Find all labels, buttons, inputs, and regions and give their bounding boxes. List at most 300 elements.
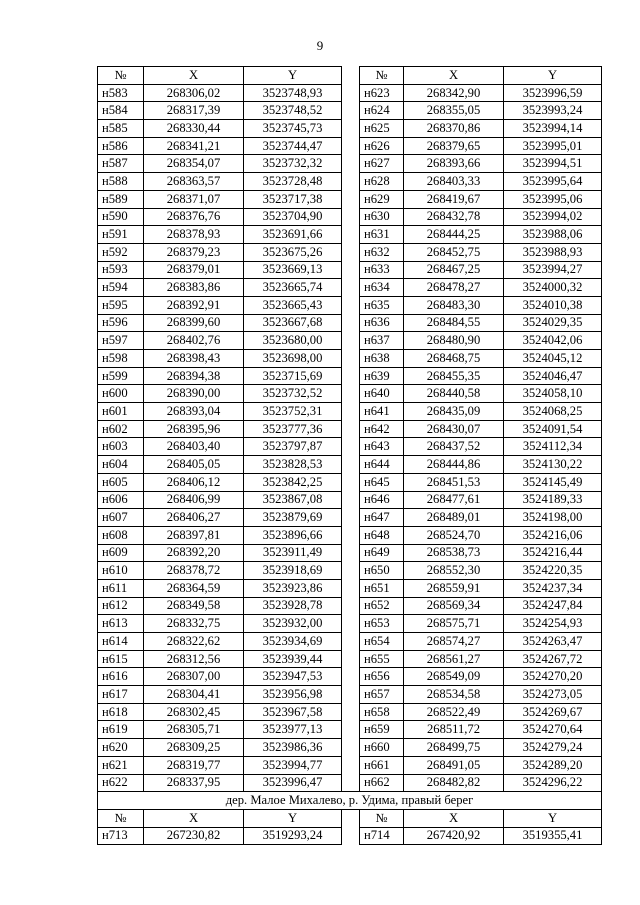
point-number: н655 bbox=[360, 650, 404, 668]
point-number: н616 bbox=[98, 668, 144, 686]
column-gap bbox=[342, 686, 360, 704]
column-gap bbox=[342, 226, 360, 244]
header-y: Y bbox=[244, 67, 342, 85]
y-coordinate: 3523675,26 bbox=[244, 243, 342, 261]
y-coordinate: 3519293,24 bbox=[244, 827, 342, 845]
point-number: н654 bbox=[360, 633, 404, 651]
header-no: № bbox=[98, 809, 144, 827]
point-number: н592 bbox=[98, 243, 144, 261]
table-row bbox=[98, 456, 602, 474]
y-coordinate: 3524216,06 bbox=[504, 526, 602, 544]
column-gap bbox=[342, 420, 360, 438]
y-coordinate: 3523797,87 bbox=[244, 438, 342, 456]
x-coordinate: 268402,76 bbox=[144, 332, 244, 350]
table-row bbox=[98, 526, 602, 544]
column-gap bbox=[342, 739, 360, 757]
x-coordinate: 268306,02 bbox=[144, 84, 244, 102]
y-coordinate: 3524289,20 bbox=[504, 756, 602, 774]
y-coordinate: 3523932,00 bbox=[244, 615, 342, 633]
x-coordinate: 268524,70 bbox=[404, 526, 504, 544]
header-x: X bbox=[144, 67, 244, 85]
x-coordinate: 268574,27 bbox=[404, 633, 504, 651]
y-coordinate: 3523939,44 bbox=[244, 650, 342, 668]
column-gap bbox=[342, 137, 360, 155]
point-number: н713 bbox=[98, 827, 144, 845]
column-gap bbox=[342, 314, 360, 332]
table-row bbox=[98, 208, 602, 226]
y-coordinate: 3523994,14 bbox=[504, 120, 602, 138]
point-number: н647 bbox=[360, 509, 404, 527]
x-coordinate: 268304,41 bbox=[144, 686, 244, 704]
y-coordinate: 3523680,00 bbox=[244, 332, 342, 350]
x-coordinate: 268307,00 bbox=[144, 668, 244, 686]
point-number: н640 bbox=[360, 385, 404, 403]
column-gap bbox=[342, 84, 360, 102]
column-gap bbox=[342, 721, 360, 739]
x-coordinate: 268394,38 bbox=[144, 367, 244, 385]
y-coordinate: 3524247,84 bbox=[504, 597, 602, 615]
x-coordinate: 268440,58 bbox=[404, 385, 504, 403]
header-x: X bbox=[144, 809, 244, 827]
point-number: н618 bbox=[98, 703, 144, 721]
header-y: Y bbox=[244, 809, 342, 827]
y-coordinate: 3524220,35 bbox=[504, 562, 602, 580]
table-row bbox=[98, 350, 602, 368]
point-number: н637 bbox=[360, 332, 404, 350]
x-coordinate: 268393,66 bbox=[404, 155, 504, 173]
header-x: X bbox=[404, 67, 504, 85]
x-coordinate: 268432,78 bbox=[404, 208, 504, 226]
table-row bbox=[98, 173, 602, 191]
y-coordinate: 3524273,05 bbox=[504, 686, 602, 704]
x-coordinate: 268561,27 bbox=[404, 650, 504, 668]
point-number: н662 bbox=[360, 774, 404, 792]
y-coordinate: 3524279,24 bbox=[504, 739, 602, 757]
x-coordinate: 268337,95 bbox=[144, 774, 244, 792]
x-coordinate: 268406,12 bbox=[144, 473, 244, 491]
table-row bbox=[98, 190, 602, 208]
y-coordinate: 3524010,38 bbox=[504, 296, 602, 314]
table-row bbox=[98, 420, 602, 438]
point-number: н642 bbox=[360, 420, 404, 438]
x-coordinate: 268451,53 bbox=[404, 473, 504, 491]
y-coordinate: 3523995,64 bbox=[504, 173, 602, 191]
point-number: н591 bbox=[98, 226, 144, 244]
column-gap bbox=[342, 615, 360, 633]
point-number: н615 bbox=[98, 650, 144, 668]
x-coordinate: 268363,57 bbox=[144, 173, 244, 191]
y-coordinate: 3524270,20 bbox=[504, 668, 602, 686]
y-coordinate: 3524029,35 bbox=[504, 314, 602, 332]
x-coordinate: 268511,72 bbox=[404, 721, 504, 739]
y-coordinate: 3523744,47 bbox=[244, 137, 342, 155]
x-coordinate: 268379,65 bbox=[404, 137, 504, 155]
column-gap bbox=[342, 261, 360, 279]
point-number: н627 bbox=[360, 155, 404, 173]
y-coordinate: 3524130,22 bbox=[504, 456, 602, 474]
y-coordinate: 3523994,27 bbox=[504, 261, 602, 279]
x-coordinate: 268370,86 bbox=[404, 120, 504, 138]
table-row bbox=[98, 226, 602, 244]
point-number: н645 bbox=[360, 473, 404, 491]
point-number: н596 bbox=[98, 314, 144, 332]
x-coordinate: 268309,25 bbox=[144, 739, 244, 757]
y-coordinate: 3524263,47 bbox=[504, 633, 602, 651]
y-coordinate: 3523777,36 bbox=[244, 420, 342, 438]
point-number: н595 bbox=[98, 296, 144, 314]
table-row bbox=[98, 703, 602, 721]
table-row bbox=[98, 403, 602, 421]
y-coordinate: 3523748,93 bbox=[244, 84, 342, 102]
y-coordinate: 3524296,22 bbox=[504, 774, 602, 792]
table-row bbox=[98, 774, 602, 792]
x-coordinate: 268399,60 bbox=[144, 314, 244, 332]
column-gap bbox=[342, 102, 360, 120]
point-number: н646 bbox=[360, 491, 404, 509]
table-row bbox=[98, 739, 602, 757]
y-coordinate: 3519355,41 bbox=[504, 827, 602, 845]
point-number: н644 bbox=[360, 456, 404, 474]
y-coordinate: 3524198,00 bbox=[504, 509, 602, 527]
x-coordinate: 268392,91 bbox=[144, 296, 244, 314]
table-row bbox=[98, 544, 602, 562]
x-coordinate: 268559,91 bbox=[404, 579, 504, 597]
x-coordinate: 268406,27 bbox=[144, 509, 244, 527]
header-x: X bbox=[404, 809, 504, 827]
x-coordinate: 268305,71 bbox=[144, 721, 244, 739]
y-coordinate: 3523967,58 bbox=[244, 703, 342, 721]
column-gap bbox=[342, 526, 360, 544]
y-coordinate: 3523715,69 bbox=[244, 367, 342, 385]
x-coordinate: 268390,00 bbox=[144, 385, 244, 403]
x-coordinate: 268392,20 bbox=[144, 544, 244, 562]
y-coordinate: 3523665,43 bbox=[244, 296, 342, 314]
point-number: н623 bbox=[360, 84, 404, 102]
x-coordinate: 268452,75 bbox=[404, 243, 504, 261]
column-gap bbox=[342, 633, 360, 651]
point-number: н589 bbox=[98, 190, 144, 208]
y-coordinate: 3523996,47 bbox=[244, 774, 342, 792]
x-coordinate: 268477,61 bbox=[404, 491, 504, 509]
column-gap bbox=[342, 650, 360, 668]
y-coordinate: 3523752,31 bbox=[244, 403, 342, 421]
x-coordinate: 268538,73 bbox=[404, 544, 504, 562]
point-number: н607 bbox=[98, 509, 144, 527]
y-coordinate: 3523923,86 bbox=[244, 579, 342, 597]
column-gap bbox=[342, 279, 360, 297]
y-coordinate: 3523896,66 bbox=[244, 526, 342, 544]
x-coordinate: 268552,30 bbox=[404, 562, 504, 580]
point-number: н583 bbox=[98, 84, 144, 102]
y-coordinate: 3523928,78 bbox=[244, 597, 342, 615]
column-gap bbox=[342, 243, 360, 261]
column-gap bbox=[342, 809, 360, 827]
column-gap bbox=[342, 544, 360, 562]
x-coordinate: 268483,30 bbox=[404, 296, 504, 314]
y-coordinate: 3524091,54 bbox=[504, 420, 602, 438]
y-coordinate: 3523994,77 bbox=[244, 756, 342, 774]
point-number: н636 bbox=[360, 314, 404, 332]
y-coordinate: 3523698,00 bbox=[244, 350, 342, 368]
point-number: н634 bbox=[360, 279, 404, 297]
x-coordinate: 268349,58 bbox=[144, 597, 244, 615]
y-coordinate: 3523828,53 bbox=[244, 456, 342, 474]
point-number: н630 bbox=[360, 208, 404, 226]
point-number: н656 bbox=[360, 668, 404, 686]
point-number: н658 bbox=[360, 703, 404, 721]
y-coordinate: 3523956,98 bbox=[244, 686, 342, 704]
x-coordinate: 268379,01 bbox=[144, 261, 244, 279]
column-gap bbox=[342, 456, 360, 474]
x-coordinate: 268378,72 bbox=[144, 562, 244, 580]
y-coordinate: 3523986,36 bbox=[244, 739, 342, 757]
table-row bbox=[98, 102, 602, 120]
x-coordinate: 267230,82 bbox=[144, 827, 244, 845]
table-row bbox=[98, 491, 602, 509]
column-gap bbox=[342, 173, 360, 191]
point-number: н661 bbox=[360, 756, 404, 774]
point-number: н653 bbox=[360, 615, 404, 633]
y-coordinate: 3524042,06 bbox=[504, 332, 602, 350]
y-coordinate: 3524058,10 bbox=[504, 385, 602, 403]
point-number: н641 bbox=[360, 403, 404, 421]
y-coordinate: 3523994,51 bbox=[504, 155, 602, 173]
table-row bbox=[98, 579, 602, 597]
point-number: н635 bbox=[360, 296, 404, 314]
x-coordinate: 268455,35 bbox=[404, 367, 504, 385]
column-gap bbox=[342, 190, 360, 208]
point-number: н643 bbox=[360, 438, 404, 456]
column-gap bbox=[342, 120, 360, 138]
y-coordinate: 3523728,48 bbox=[244, 173, 342, 191]
column-gap bbox=[342, 438, 360, 456]
table-row bbox=[98, 438, 602, 456]
x-coordinate: 268405,05 bbox=[144, 456, 244, 474]
y-coordinate: 3524045,12 bbox=[504, 350, 602, 368]
point-number: н622 bbox=[98, 774, 144, 792]
header-y: Y bbox=[504, 67, 602, 85]
column-gap bbox=[342, 597, 360, 615]
x-coordinate: 268364,59 bbox=[144, 579, 244, 597]
point-number: н594 bbox=[98, 279, 144, 297]
x-coordinate: 268480,90 bbox=[404, 332, 504, 350]
point-number: н617 bbox=[98, 686, 144, 704]
table-row bbox=[98, 509, 602, 527]
x-coordinate: 268430,07 bbox=[404, 420, 504, 438]
x-coordinate: 268437,52 bbox=[404, 438, 504, 456]
y-coordinate: 3523691,66 bbox=[244, 226, 342, 244]
x-coordinate: 268322,62 bbox=[144, 633, 244, 651]
point-number: н628 bbox=[360, 173, 404, 191]
x-coordinate: 268378,93 bbox=[144, 226, 244, 244]
table-row bbox=[98, 633, 602, 651]
column-gap bbox=[342, 579, 360, 597]
header-no: № bbox=[360, 809, 404, 827]
column-gap bbox=[342, 208, 360, 226]
table-row bbox=[98, 155, 602, 173]
point-number: н633 bbox=[360, 261, 404, 279]
y-coordinate: 3523879,69 bbox=[244, 509, 342, 527]
x-coordinate: 268317,39 bbox=[144, 102, 244, 120]
point-number: н639 bbox=[360, 367, 404, 385]
header-y: Y bbox=[504, 809, 602, 827]
table-row bbox=[98, 615, 602, 633]
page-number: 9 bbox=[316, 38, 324, 53]
y-coordinate: 3523748,52 bbox=[244, 102, 342, 120]
point-number: н620 bbox=[98, 739, 144, 757]
x-coordinate: 268341,21 bbox=[144, 137, 244, 155]
y-coordinate: 3523947,53 bbox=[244, 668, 342, 686]
table-row bbox=[98, 137, 602, 155]
x-coordinate: 268319,77 bbox=[144, 756, 244, 774]
column-gap bbox=[342, 350, 360, 368]
y-coordinate: 3523665,74 bbox=[244, 279, 342, 297]
y-coordinate: 3524216,44 bbox=[504, 544, 602, 562]
x-coordinate: 268395,96 bbox=[144, 420, 244, 438]
y-coordinate: 3523918,69 bbox=[244, 562, 342, 580]
table-row bbox=[98, 243, 602, 261]
table-row bbox=[98, 597, 602, 615]
x-coordinate: 268355,05 bbox=[404, 102, 504, 120]
point-number: н638 bbox=[360, 350, 404, 368]
x-coordinate: 268406,99 bbox=[144, 491, 244, 509]
x-coordinate: 268397,81 bbox=[144, 526, 244, 544]
x-coordinate: 268444,86 bbox=[404, 456, 504, 474]
section-title: дер. Малое Михалево, р. Удима, правый берег bbox=[98, 792, 602, 810]
section-row bbox=[98, 792, 602, 810]
point-number: н601 bbox=[98, 403, 144, 421]
y-coordinate: 3523993,24 bbox=[504, 102, 602, 120]
x-coordinate: 268403,40 bbox=[144, 438, 244, 456]
point-number: н593 bbox=[98, 261, 144, 279]
x-coordinate: 268330,44 bbox=[144, 120, 244, 138]
x-coordinate: 268522,49 bbox=[404, 703, 504, 721]
x-coordinate: 268491,05 bbox=[404, 756, 504, 774]
y-coordinate: 3524000,32 bbox=[504, 279, 602, 297]
x-coordinate: 268403,33 bbox=[404, 173, 504, 191]
column-gap bbox=[342, 296, 360, 314]
header-no: № bbox=[360, 67, 404, 85]
y-coordinate: 3524254,93 bbox=[504, 615, 602, 633]
column-gap bbox=[342, 562, 360, 580]
table-row bbox=[98, 296, 602, 314]
x-coordinate: 268484,55 bbox=[404, 314, 504, 332]
x-coordinate: 268371,07 bbox=[144, 190, 244, 208]
point-number: н624 bbox=[360, 102, 404, 120]
point-number: н632 bbox=[360, 243, 404, 261]
x-coordinate: 268468,75 bbox=[404, 350, 504, 368]
table-header-row bbox=[98, 809, 602, 827]
point-number: н598 bbox=[98, 350, 144, 368]
column-gap bbox=[342, 827, 360, 845]
table-row bbox=[98, 120, 602, 138]
point-number: н631 bbox=[360, 226, 404, 244]
column-gap bbox=[342, 155, 360, 173]
y-coordinate: 3523732,52 bbox=[244, 385, 342, 403]
point-number: н605 bbox=[98, 473, 144, 491]
y-coordinate: 3523667,68 bbox=[244, 314, 342, 332]
x-coordinate: 268575,71 bbox=[404, 615, 504, 633]
point-number: н584 bbox=[98, 102, 144, 120]
column-gap bbox=[342, 703, 360, 721]
point-number: н649 bbox=[360, 544, 404, 562]
column-gap bbox=[342, 774, 360, 792]
point-number: н626 bbox=[360, 137, 404, 155]
point-number: н587 bbox=[98, 155, 144, 173]
y-coordinate: 3524267,72 bbox=[504, 650, 602, 668]
point-number: н590 bbox=[98, 208, 144, 226]
y-coordinate: 3524068,25 bbox=[504, 403, 602, 421]
x-coordinate: 268467,25 bbox=[404, 261, 504, 279]
point-number: н604 bbox=[98, 456, 144, 474]
point-number: н608 bbox=[98, 526, 144, 544]
x-coordinate: 268444,25 bbox=[404, 226, 504, 244]
x-coordinate: 268489,01 bbox=[404, 509, 504, 527]
table-row bbox=[98, 84, 602, 102]
point-number: н586 bbox=[98, 137, 144, 155]
table-row bbox=[98, 261, 602, 279]
point-number: н714 bbox=[360, 827, 404, 845]
y-coordinate: 3523745,73 bbox=[244, 120, 342, 138]
column-gap bbox=[342, 332, 360, 350]
y-coordinate: 3524269,67 bbox=[504, 703, 602, 721]
point-number: н625 bbox=[360, 120, 404, 138]
point-number: н597 bbox=[98, 332, 144, 350]
x-coordinate: 268312,56 bbox=[144, 650, 244, 668]
column-gap bbox=[342, 473, 360, 491]
x-coordinate: 268393,04 bbox=[144, 403, 244, 421]
x-coordinate: 268398,43 bbox=[144, 350, 244, 368]
column-gap bbox=[342, 756, 360, 774]
point-number: н621 bbox=[98, 756, 144, 774]
point-number: н588 bbox=[98, 173, 144, 191]
point-number: н585 bbox=[98, 120, 144, 138]
point-number: н612 bbox=[98, 597, 144, 615]
point-number: н609 bbox=[98, 544, 144, 562]
x-coordinate: 268569,34 bbox=[404, 597, 504, 615]
point-number: н599 bbox=[98, 367, 144, 385]
column-gap bbox=[342, 491, 360, 509]
y-coordinate: 3524046,47 bbox=[504, 367, 602, 385]
x-coordinate: 268419,67 bbox=[404, 190, 504, 208]
y-coordinate: 3524270,64 bbox=[504, 721, 602, 739]
y-coordinate: 3524145,49 bbox=[504, 473, 602, 491]
table-row bbox=[98, 332, 602, 350]
point-number: н629 bbox=[360, 190, 404, 208]
column-gap bbox=[342, 403, 360, 421]
y-coordinate: 3524189,33 bbox=[504, 491, 602, 509]
x-coordinate: 268354,07 bbox=[144, 155, 244, 173]
x-coordinate: 267420,92 bbox=[404, 827, 504, 845]
x-coordinate: 268478,27 bbox=[404, 279, 504, 297]
x-coordinate: 268342,90 bbox=[404, 84, 504, 102]
table-row bbox=[98, 367, 602, 385]
y-coordinate: 3523988,93 bbox=[504, 243, 602, 261]
y-coordinate: 3524237,34 bbox=[504, 579, 602, 597]
table-row bbox=[98, 314, 602, 332]
point-number: н657 bbox=[360, 686, 404, 704]
y-coordinate: 3523995,01 bbox=[504, 137, 602, 155]
point-number: н600 bbox=[98, 385, 144, 403]
x-coordinate: 268534,58 bbox=[404, 686, 504, 704]
table-row bbox=[98, 827, 602, 845]
y-coordinate: 3523934,69 bbox=[244, 633, 342, 651]
y-coordinate: 3523669,13 bbox=[244, 261, 342, 279]
table-row bbox=[98, 686, 602, 704]
point-number: н619 bbox=[98, 721, 144, 739]
x-coordinate: 268302,45 bbox=[144, 703, 244, 721]
point-number: н652 bbox=[360, 597, 404, 615]
